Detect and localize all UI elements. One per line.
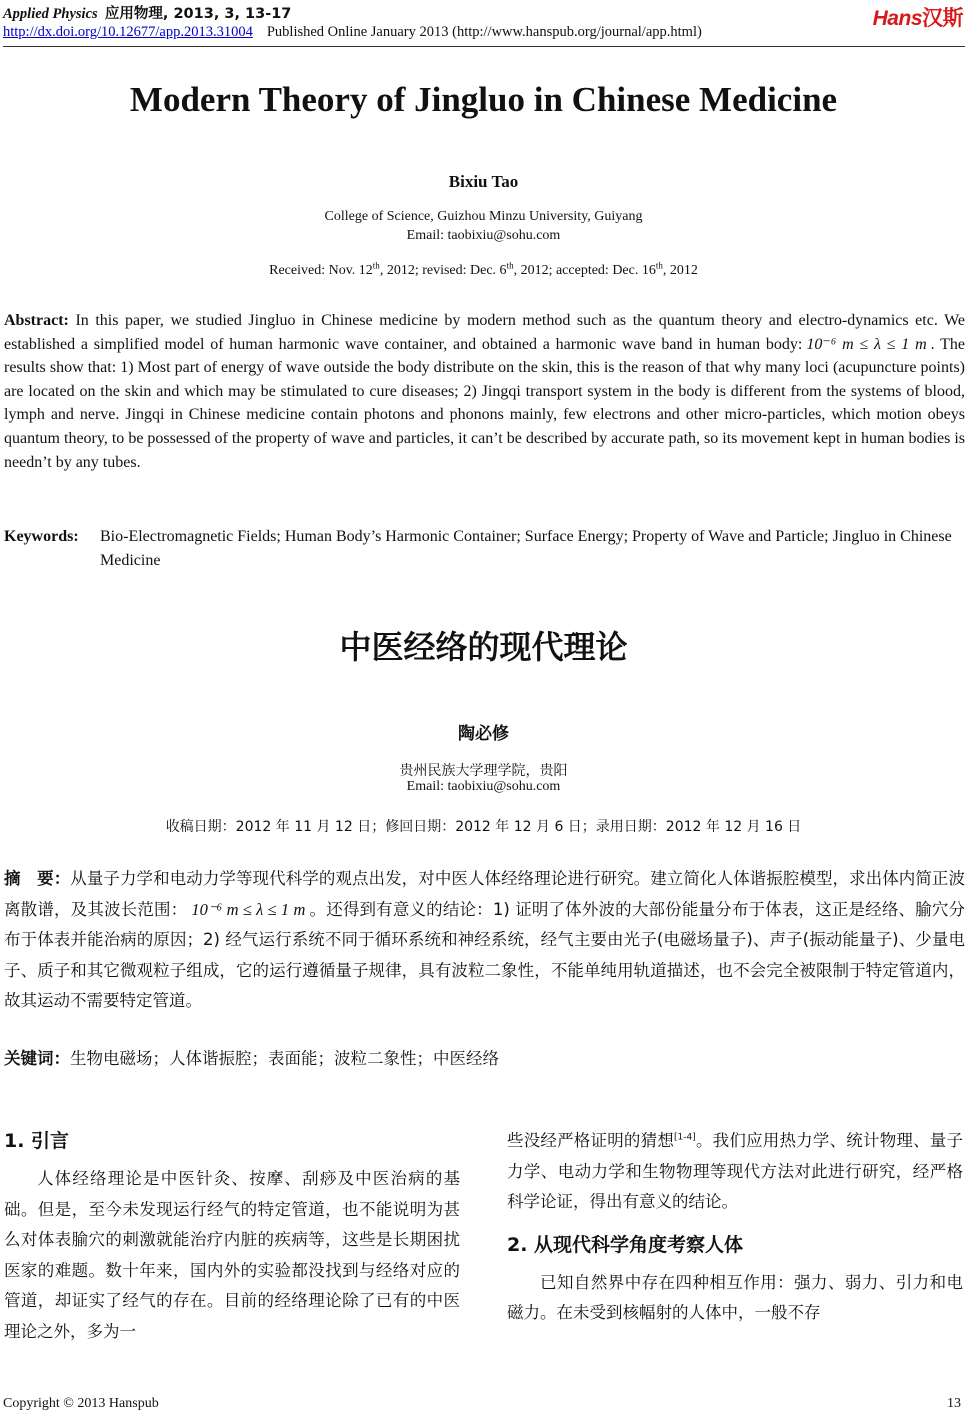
abstract-text-en-2: . The results show that: 1) Most part of energy of wave outside the body distribute on the skin, this is the reason of that why many loci (acupuncture points) are located on the skin and which may be stimulated to cure diseases; 2) Jingqi transport system in the body is different from the systems of blood, lymph and nerve. Jingqi in Chinese medicine contain photons and phonons mainly, few electrons and other micro-particles, which motion obeys quantum theory, to be possessed of the property of wave and particles, it can’t be described by accurate path, so its movement kept in human bodies is needn’t by any tubes.	[4, 335, 966, 471]
section-1-paragraph: 人体经络理论是中医针灸、按摩、刮痧及中医治病的基础。但是，至今未发现运行经气的特定管道，也不能说明为甚么对体表腧穴的刺激就能治疗内脏的疾病等，这些是长期困扰医家的难题。数十年来，国内外的实验都没找到与经络对应的管道，却证实了经气的存在。目前的经络理论除了已有的中医理论之外，多为一	[4, 1169, 460, 1341]
recv-sup2: th	[506, 260, 514, 271]
journal-info: 应用物理, 2013, 3, 13-17	[104, 6, 292, 22]
abstract-label-en: Abstract:	[4, 312, 69, 329]
keywords-label-en: Keywords:	[4, 528, 79, 545]
recv-mid1: , 2012; revised: Dec. 6	[379, 263, 507, 278]
section-1-continuation	[507, 1126, 963, 1218]
keywords-text-cn: 生物电磁场；人体谐振腔；表面能；波粒二象性；中医经络	[70, 1049, 499, 1068]
section-1-heading: 1. 引言	[4, 1130, 70, 1152]
abstract-en	[4, 309, 965, 474]
affiliation-cn: 贵州民族大学理学院，贵阳	[399, 763, 568, 779]
author-en: Bixiu Tao	[448, 172, 519, 191]
email-en: Email: taobixiu@sohu.com	[406, 228, 561, 243]
header-divider	[3, 46, 965, 47]
logo-text: Hans	[872, 7, 922, 30]
section-2-paragraph: 已知自然界中存在四种相互作用：强力、弱力、引力和电磁力。在未受到核幅射的人体中，一般不存	[507, 1272, 963, 1323]
keywords-text-en: Bio-Electromagnetic Fields; Human Body’s Harmonic Container; Surface Energy; Property of Wave and Particle; Jingluo in Chinese Medicine	[100, 528, 952, 569]
affiliation-en: College of Science, Guizhou Minzu University, Guiyang	[324, 209, 643, 224]
abstract-text-cn-2: 。还得到有意义的结论：1) 证明了体外波的大部份能量分布于体表，这正是经络、腧穴分布于体表并能治病的原因；2) 经气运行系统不同于循环系统和神经系统，经气主要由光子(电磁场量子)、声子(振动能量子)、少量电子、质子和其它微观粒子组成，它的运行遵循量子规律，具有波粒二象性，不能单纯用轨道描述，也不会完全被限制于特定管道内，故其运动不需要特定管道。	[4, 899, 965, 1010]
page-number: 13	[947, 1396, 961, 1411]
recv-post: , 2012	[662, 263, 698, 278]
email-cn: Email: taobixiu@sohu.com	[406, 779, 561, 794]
body-column-left	[4, 1126, 460, 1348]
title-cn: 中医经络的现代理论	[339, 628, 628, 666]
body-column-right	[507, 1126, 963, 1329]
abstract-text-en-1: In this paper, we studied Jingluo in Chinese medicine by modern method such as the quantum theory and electro-dynamics etc. We established a simplified model of human harmonic wave container, and obtained a harmonic wave band in human body:	[4, 312, 966, 353]
recv-pre: Received: Nov. 12	[269, 263, 373, 278]
recv-sup3: th	[655, 260, 663, 271]
continuation-text-1: 些没经严格证明的猜想	[507, 1131, 675, 1150]
logo-cn: 汉斯	[922, 6, 963, 30]
hans-logo	[873, 2, 963, 32]
page-header	[3, 2, 965, 48]
journal-citation	[3, 2, 291, 23]
keywords-en	[4, 525, 965, 572]
recv-sup1: th	[372, 260, 380, 271]
abstract-cn	[4, 864, 965, 1017]
keywords-cn	[4, 1045, 965, 1073]
reference-citation[interactable]: [1-4]	[674, 1132, 696, 1143]
keywords-label-cn: 关键词：	[4, 1049, 70, 1068]
doi-line	[3, 24, 702, 41]
wavelength-formula-en: 10⁻⁶ m ≤ λ ≤ 1 m	[806, 335, 927, 353]
journal-name: Applied Physics	[3, 6, 98, 22]
abstract-text-cn-1: 从量子力学和电动力学等现代科学的观点出发，对中医人体经络理论进行研究。建立简化人体谐振腔模型，求出体内简正波离散谱，及其波长范围：	[4, 869, 966, 919]
title-en: Modern Theory of Jingluo in Chinese Medicine	[129, 80, 838, 119]
abstract-label-cn: 摘 要：	[4, 869, 71, 888]
continuation-text-2: 。我们应用热力学、统计物理、量子力学、电动力学和生物物理等现代方法对此进行研究，经严格科学论证，得出有意义的结论。	[507, 1131, 964, 1212]
author-cn: 陶必修	[458, 724, 509, 744]
recv-mid2: , 2012; accepted: Dec. 16	[513, 263, 656, 278]
published-info: Published Online January 2013 (http://www.hanspub.org/journal/app.html)	[266, 24, 702, 40]
wavelength-formula-cn: 10⁻⁶ m ≤ λ ≤ 1 m	[191, 899, 306, 919]
doi-link[interactable]: http://dx.doi.org/10.12677/app.2013.31004	[3, 24, 253, 40]
received-dates-cn: 收稿日期：2012 年 11 月 12 日；修回日期：2012 年 12 月 6 日；录用日期：2012 年 12 月 16 日	[165, 819, 802, 835]
copyright-footer: Copyright © 2013 Hanspub	[3, 1396, 159, 1411]
received-dates-en	[0, 260, 967, 279]
section-2-heading: 2. 从现代科学角度考察人体	[507, 1233, 744, 1256]
